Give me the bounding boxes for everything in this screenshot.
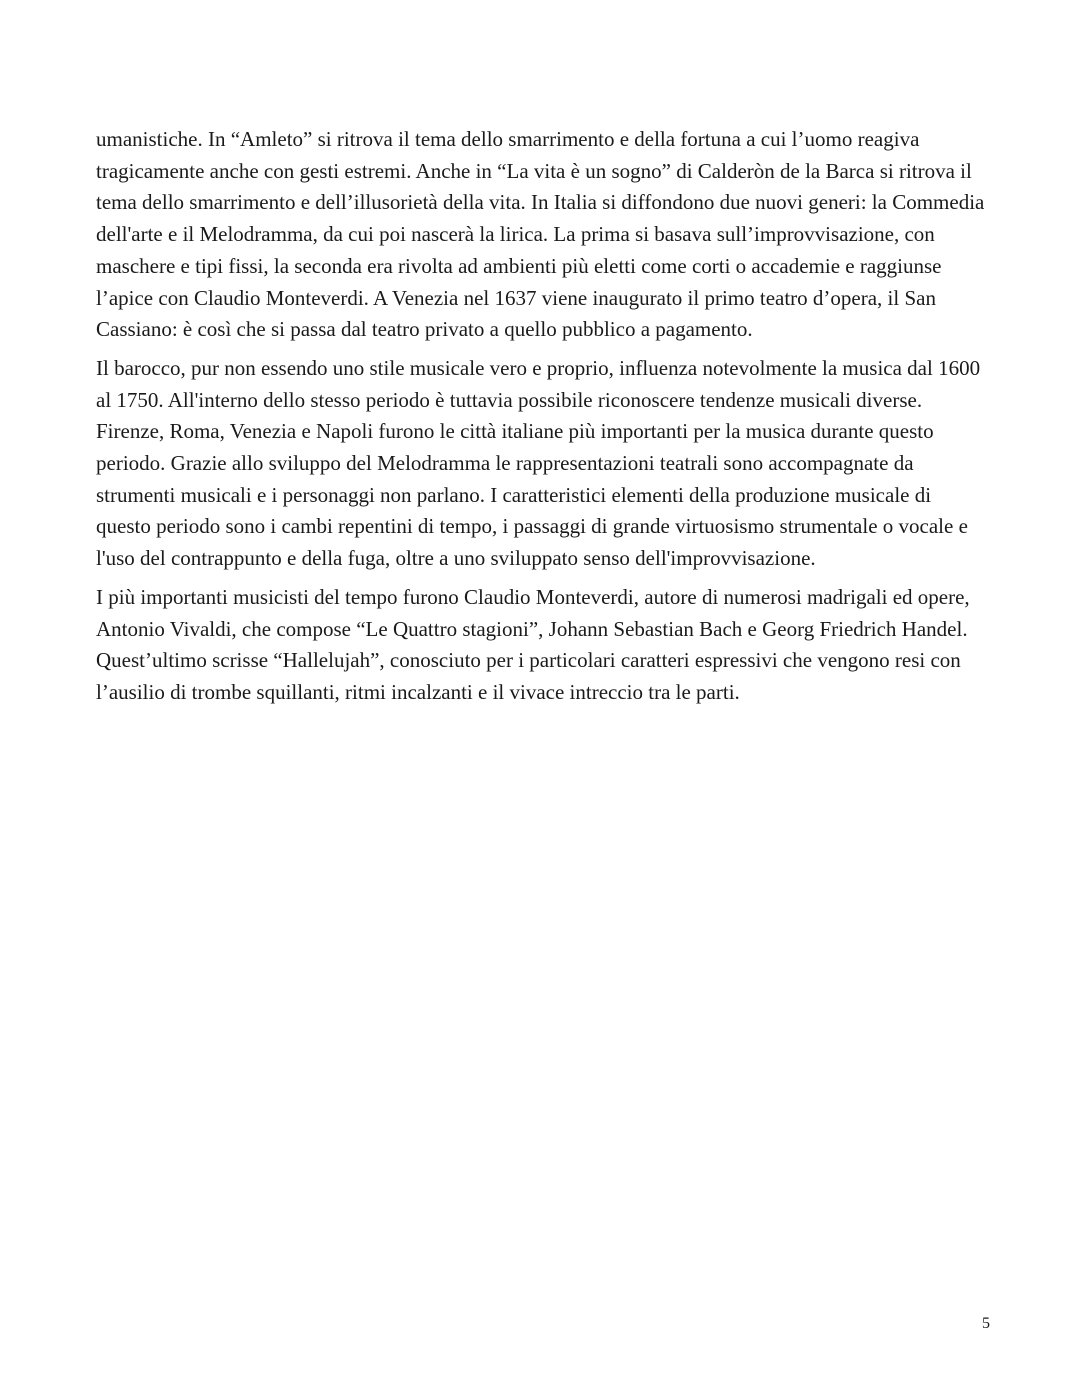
body-text <box>96 124 988 716</box>
page-number: 5 <box>982 1315 990 1332</box>
paragraph-3: I più importanti musicisti del tempo furono Claudio Monteverdi, autore di numerosi madrigali ed opere, Antonio Vivaldi, che compose “Le Quattro stagioni”, Johann Sebastian Bach e Georg Friedrich Handel. Quest’ultimo scrisse “Hallelujah”, conosciuto per i particolari caratteri espressivi che vengono resi con l’ausilio di trombe squillanti, ritmi incalzanti e il vivace intreccio tra le parti. <box>96 584 970 704</box>
paragraph-2: Il barocco, pur non essendo uno stile musicale vero e proprio, influenza notevolmente la musica dal 1600 al 1750. All'interno dello stesso periodo è tuttavia possibile riconoscere tendenze musicali diverse. Firenze, Roma, Venezia e Napoli furono le città italiane più importanti per la musica durante questo periodo. Grazie allo sviluppo del Melodramma le rappresentazioni teatrali sono accompagnate da strumenti musicali e i personaggi non parlano. I caratteristici elementi della produzione musicale di questo periodo sono i cambi repentini di tempo, i passaggi di grande virtuosismo strumentale o vocale e l'uso del contrappunto e della fuga, oltre a uno sviluppato senso dell'improvvisazione. <box>96 355 981 571</box>
paragraph-1: umanistiche. In “Amleto” si ritrova il tema dello smarrimento e della fortuna a cui l’uomo reagiva tragicamente anche con gesti estremi. Anche in “La vita è un sogno” di Calderòn de la Barca si ritrova il tema dello smarrimento e dell’illusorietà della vita. In Italia si diffondono due nuovi generi: la Commedia dell'arte e il Melodramma, da cui poi nascerà la lirica. La prima si basava sull’improvvisazione, con maschere e tipi fissi, la seconda era rivolta ad ambienti più eletti come corti o accademie e raggiunse l’apice con Claudio Monteverdi. A Venezia nel 1637 viene inaugurato il primo teatro d’opera, il San Cassiano: è così che si passa dal teatro privato a quello pubblico a pagamento. <box>96 127 985 342</box>
